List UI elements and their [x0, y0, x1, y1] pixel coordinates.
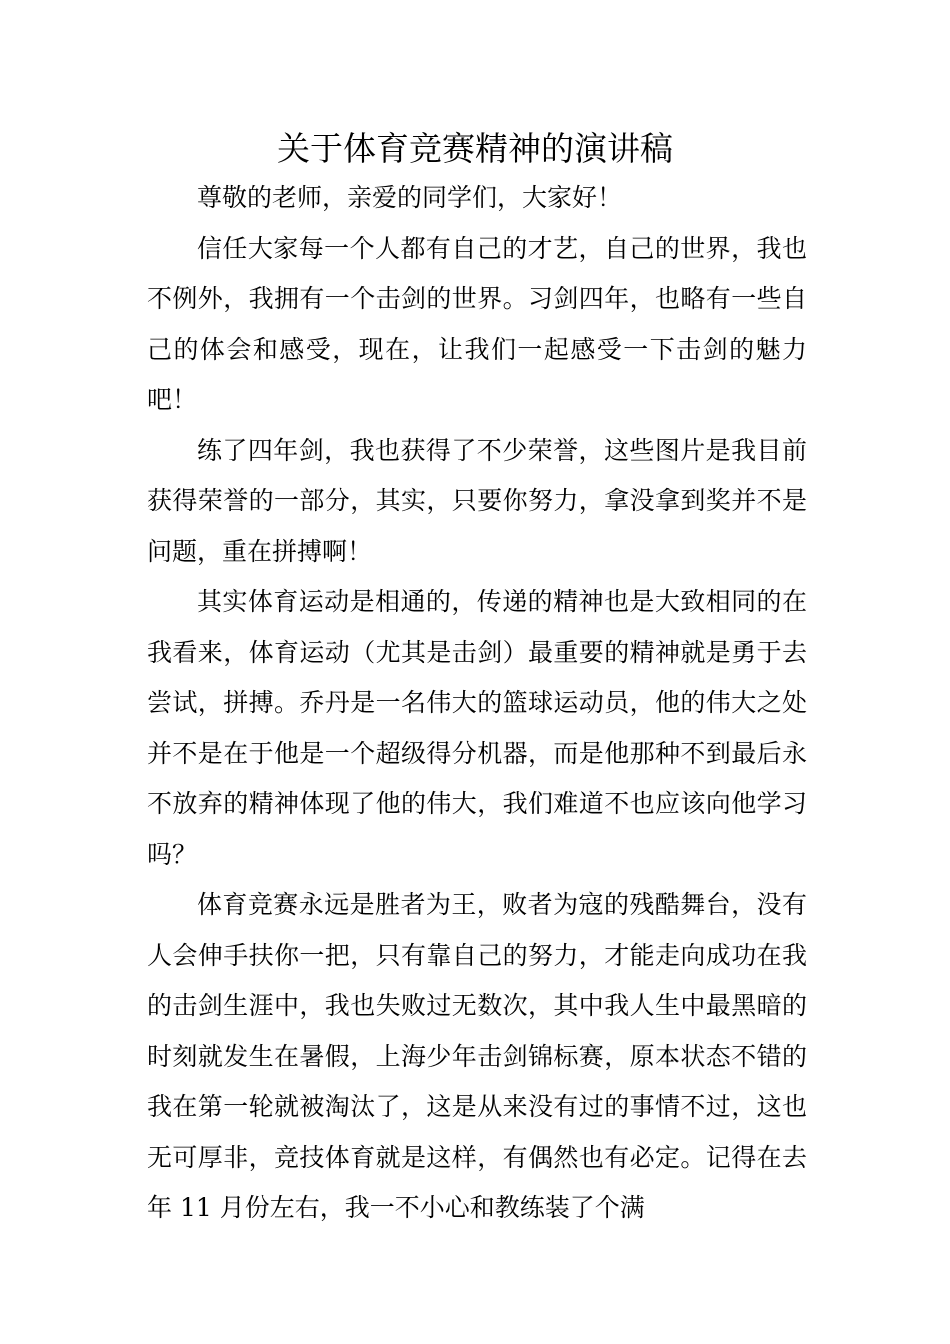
- paragraph-greeting: 尊敬的老师，亲爱的同学们，大家好！: [197, 183, 623, 212]
- paragraph-fencing-world: 信任大家每一个人都有自己的才艺，自己的世界，我也不例外，我拥有一个击剑的世界。习剑四年，也略有一些自己的体会和感受，现在，让我们一起感受一下击剑的魅力吧！: [147, 233, 807, 414]
- paragraph-competition: 体育竞赛永远是胜者为王，败者为寇的残酷舞台，没有人会伸手扶你一把，只有靠自己的努力，才能走向成功在我的击剑生涯中，我也失败过无数次，其中我人生中最黑暗的时刻就发生在暑假，上海少年击剑锦标赛，原本状态不错的我在第一轮就被淘汰了，这是从来没有过的事情不过，这也无可厚非，竞技体育就是这样，有偶然也有必定。记得在去年 11 月份左右，我一不小心和教练装了个满: [147, 890, 807, 1222]
- paragraph-sports-spirit: 其实体育运动是相通的，传递的精神也是大致相同的在我看来，体育运动（尤其是击剑）最重要的精神就是勇于去尝试，拼搏。乔丹是一名伟大的篮球运动员，他的伟大之处并不是在于他是一个超级得分机器，而是他那种不到最后永不放弃的精神体现了他的伟大，我们难道不也应该向他学习吗？: [147, 587, 807, 869]
- document-body: [147, 173, 807, 1234]
- paragraph-honors: 练了四年剑，我也获得了不少荣誉，这些图片是我目前获得荣誉的一部分，其实，只要你努力，拿没拿到奖并不是问题，重在拼搏啊！: [147, 435, 807, 566]
- document-title: 关于体育竞赛精神的演讲稿: [277, 129, 673, 168]
